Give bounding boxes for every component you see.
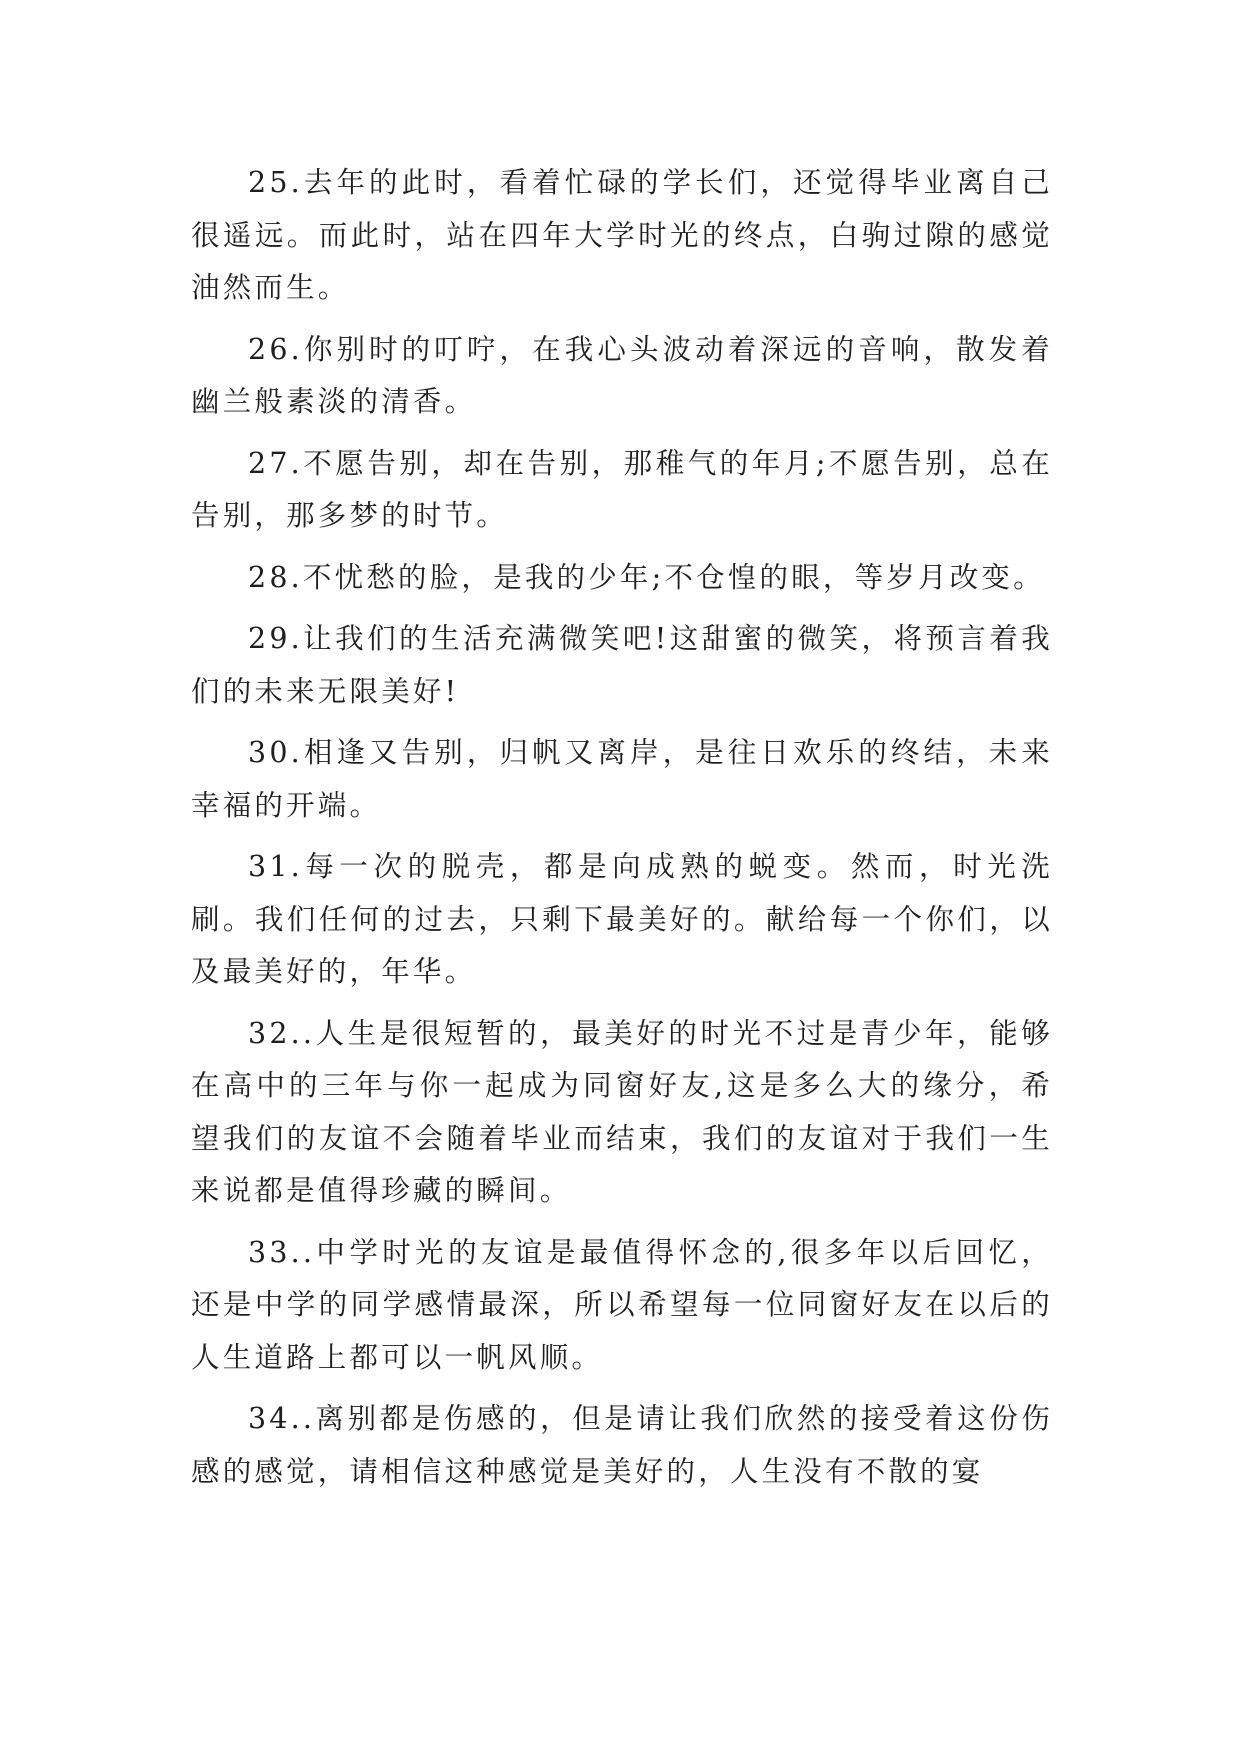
- paragraph-26: 26.你别时的叮咛，在我心头波动着深远的音响，散发着幽兰般素淡的清香。: [191, 332, 1053, 418]
- paragraph-32: 32..人生是很短暂的，最美好的时光不过是青少年，能够在高中的三年与你一起成为同窗好友,这是多么大的缘分，希望我们的友谊不会随着毕业而结束，我们的友谊对于我们一生来说都是值得珍藏的瞬间。: [191, 1016, 1053, 1207]
- paragraph-31: 31.每一次的脱壳，都是向成熟的蜕变。然而，时光洗刷。我们任何的过去，只剩下最美好的。献给每一个你们，以及最美好的，年华。: [191, 850, 1053, 988]
- paragraph-30: 30.相逢又告别，归帆又离岸，是往日欢乐的终结，未来幸福的开端。: [191, 736, 1053, 822]
- paragraph-25: 25.去年的此时，看着忙碌的学长们，还觉得毕业离自己很遥远。而此时，站在四年大学时光的终点，白驹过隙的感觉油然而生。: [191, 166, 1053, 304]
- paragraph-27: 27.不愿告别，却在告别，那稚气的年月;不愿告别，总在告别，那多梦的时节。: [191, 446, 1053, 532]
- paragraph-29: 29.让我们的生活充满微笑吧!这甜蜜的微笑，将预言着我们的未来无限美好!: [191, 622, 1053, 708]
- paragraph-33: 33..中学时光的友谊是最值得怀念的,很多年以后回忆，还是中学的同学感情最深，所以希望每一位同窗好友在以后的人生道路上都可以一帆风顺。: [191, 1235, 1053, 1374]
- paragraph-34: 34..离别都是伤感的，但是请让我们欣然的接受着这份伤感的感觉，请相信这种感觉是美好的，人生没有不散的宴: [191, 1402, 1053, 1488]
- document-body: [191, 157, 1053, 1507]
- paragraph-28: 28.不忧愁的脸，是我的少年;不仓惶的眼，等岁月改变。: [248, 560, 1045, 594]
